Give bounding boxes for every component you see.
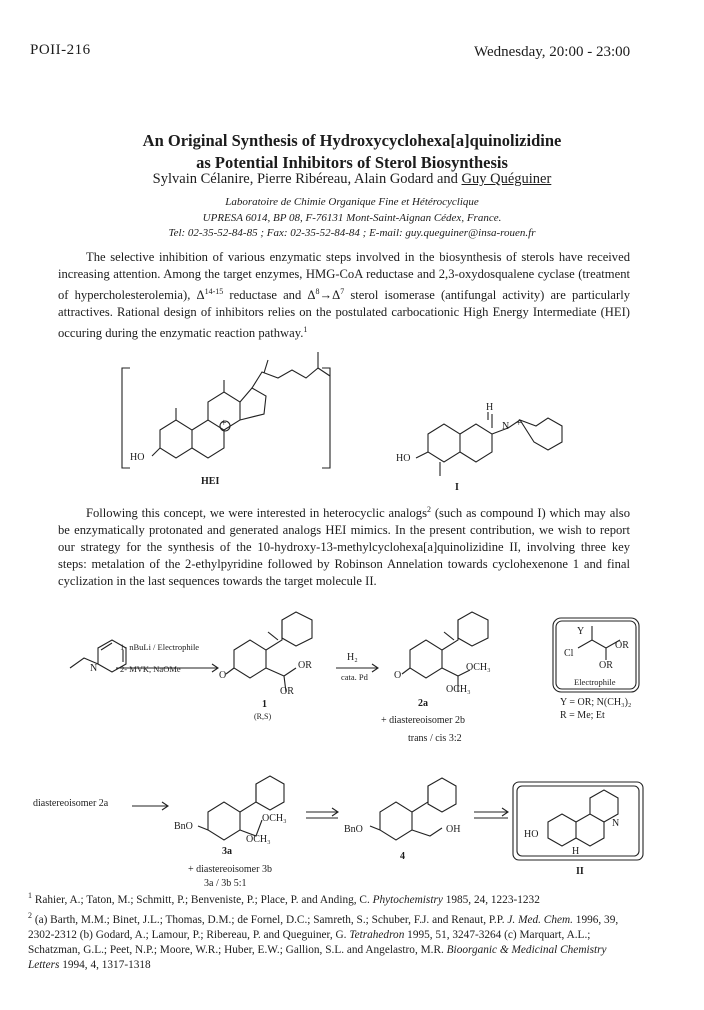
y-definition: Y = OR; N(CH₃)₂: [560, 697, 632, 708]
hei-plus-label: +: [221, 418, 227, 429]
authors-names: Sylvain Célanire, Pierre Ribéreau, Alain Godard and: [152, 171, 462, 187]
compound-4-oh-label: OH: [446, 824, 461, 835]
presenting-author: Guy Quéguiner: [461, 171, 552, 187]
diastereoisomer-3b-note: + diastereoisomer 3b: [188, 864, 272, 875]
ref-1-number: 1: [28, 891, 32, 900]
session-time: Wednesday, 20:00 - 23:00: [474, 44, 631, 60]
delta-sup-3: 7: [340, 287, 345, 296]
compound-4-caption: 4: [400, 851, 405, 862]
ref-sup-1: 1: [303, 325, 308, 335]
h2-reagent: H₂: [347, 652, 358, 663]
compound-ii-ho-label: HO: [524, 829, 539, 840]
delta-sup-1: 14-15: [204, 287, 224, 296]
intro-text-4: sterol isomerase (antifungal activity) are particularly attractives. Rational design of inhibitors relies on the postulated carbocationic High Energy Intermediate (HEI) occuring during the enzymatic reaction pathway.: [58, 288, 630, 341]
compound-4-structure: [370, 778, 456, 840]
ref-1-journal: Phytochemistry: [372, 893, 443, 906]
electrophile-or-top: OR: [615, 640, 629, 651]
compound-i-n-label: N: [502, 421, 510, 432]
compound-1-structure: [226, 612, 312, 692]
compound-1-or-top: OR: [298, 660, 312, 671]
compound-3a-och3-top: OCH₃: [262, 813, 287, 824]
compound-2a-och3-top: OCH₃: [466, 662, 491, 673]
reagent-step-2: 2- MVK, NaOMe: [120, 664, 181, 674]
compound-3a-bno-label: BnO: [174, 821, 193, 832]
ref-2-tail-1: 1996, 39, 2302-2312 (b) Godard, A.; Lamour, P.; Ribereau, P. and Queguiner, G.: [28, 913, 619, 941]
reference-1: [28, 888, 628, 908]
reference-2: [28, 908, 628, 973]
ref-2-text: (a) Barth, M.M.; Binet, J.L.; Thomas, D.M.; de Fornel, D.C.; Samreth, S.; Schuber, F.J. and Renaut, P.P.: [32, 913, 508, 926]
electrophile-cl-label: Cl: [564, 648, 574, 659]
compound-3a-och3-bottom: OCH₃: [246, 834, 271, 845]
delta-sup-2: 8: [315, 287, 320, 296]
compound-3a-structure: [198, 776, 284, 840]
paper-title-line-1: An Original Synthesis of Hydroxycyclohexa[a]quinolizidine: [142, 131, 562, 150]
arrow-step-2: [336, 664, 378, 672]
compound-1-or-bottom: OR: [280, 686, 294, 697]
ref-1-tail: 1985, 24, 1223-1232: [442, 893, 540, 906]
hei-ho-label: HO: [130, 452, 145, 463]
compound-2a-och3-bottom: OCH₃: [446, 684, 471, 695]
compound-1-stereo: (R,S): [254, 712, 272, 721]
trans-cis-ratio: trans / cis 3:2: [408, 733, 462, 744]
reagent-step-1: 1- nBuLi / Electrophile: [120, 642, 200, 652]
body-text-1: Following this concept, we were interested in heterocyclic analogs: [86, 506, 427, 521]
ref-2-journal-3: Bioorganic & Medicinal Chemistry Letters: [28, 943, 607, 971]
compound-ii-caption: II: [576, 866, 584, 877]
ref-sup-2: 2: [426, 505, 431, 514]
compound-1-caption: 1: [262, 699, 267, 710]
affiliation-address: UPRESA 6014, BP 08, F-76131 Mont-Saint-Aignan Cédex, France.: [202, 212, 502, 224]
affiliation-lab: Laboratoire de Chimie Organique Fine et Hétérocyclique: [225, 196, 479, 208]
compound-ii-h-label: H: [572, 846, 580, 857]
hei-structure: [122, 352, 330, 468]
pyridine-n-label: N: [90, 663, 98, 674]
compound-1-o-label: O: [219, 670, 227, 681]
compound-3a-caption: 3a: [222, 846, 232, 857]
compound-4-bno-label: BnO: [344, 824, 363, 835]
pd-catalyst: cata. Pd: [341, 672, 368, 682]
compound-i-structure: [416, 412, 562, 476]
ratio-3a-3b: 3a / 3b 5:1: [204, 878, 247, 889]
compound-ii-n-label: N: [612, 818, 620, 829]
ref-2-number: 2: [28, 910, 32, 920]
arrow-step-5: [474, 808, 508, 818]
compound-i-caption: I: [455, 482, 459, 493]
ref-2-tail-3: 1994, 4, 1317-1318: [59, 958, 151, 971]
compound-2a-structure: [402, 612, 488, 692]
intro-text-2: reductase and Δ: [223, 288, 316, 303]
arrow-step-4: [306, 808, 338, 818]
paper-title-line-2: as Potential Inhibitors of Sterol Biosynthesis: [196, 153, 508, 172]
hei-caption: HEI: [201, 476, 220, 487]
electrophile-caption: Electrophile: [574, 677, 616, 687]
arrow-step-3: [132, 802, 168, 810]
intro-text-1: The selective inhibition of various enzymatic steps involved in the biosynthesis of sterols have received increasing attention. Among the target enzymes, HMG-CoA reductase and 2,3-oxydosqualene cyclase (treatment of hypercholesterolemia), Δ: [58, 250, 630, 303]
compound-2a-o-label: O: [394, 670, 402, 681]
ref-2-journal-1: J. Med. Chem.: [507, 913, 573, 926]
body-text-2: (such as compound I) which may also be enzymatically protonated and generated analogs HEI mimics. In the present contribution, we wish to report our strategy for the synthesis of the 10-hydroxy-13-methylcyclohexa[a]quinolizidine II, involving three key steps: metalation of the 2-ethylpyridine followed by Robinson Annelation towards cyclohexenone 1 and final cyclization in the last sequences towards the target molecule II.: [58, 506, 630, 589]
compound-i-h-label: H: [486, 402, 494, 413]
compound-i-ho-label: HO: [396, 453, 411, 464]
diastereoisomer-2a-start: diastereoisomer 2a: [33, 798, 109, 809]
ref-2-tail-2: 1995, 51, 3247-3264 (c) Marquart, A.L.; Schatzman, G.L.; Peet, N.P.; Moore, W.R.; Huber, E.W.; Gallion, S.L. and Angelastro, M.R.: [28, 928, 591, 956]
r-definition: R = Me; Et: [560, 710, 605, 721]
session-code: POII-216: [30, 42, 91, 58]
electrophile-or-bottom: OR: [599, 660, 613, 671]
diastereoisomer-2b-note: + diastereoisomer 2b: [381, 715, 465, 726]
compound-2a-caption: 2a: [418, 698, 428, 709]
ref-1-text: Rahier, A.; Taton, M.; Schmitt, P.; Benveniste, P.; Place, P. and Anding, C.: [32, 893, 373, 906]
ref-2-journal-2: Tetrahedron: [349, 928, 405, 941]
references: [28, 888, 628, 973]
intro-text-3: →Δ: [319, 288, 341, 303]
ethylpyridine-structure: [70, 640, 126, 672]
affiliation-contact: Tel: 02-35-52-84-85 ; Fax: 02-35-52-84-84 ; E-mail: guy.queguiner@insa-rouen.fr: [168, 227, 536, 239]
compound-i-plus-label: +: [516, 418, 522, 429]
electrophile-y-label: Y: [577, 626, 585, 637]
